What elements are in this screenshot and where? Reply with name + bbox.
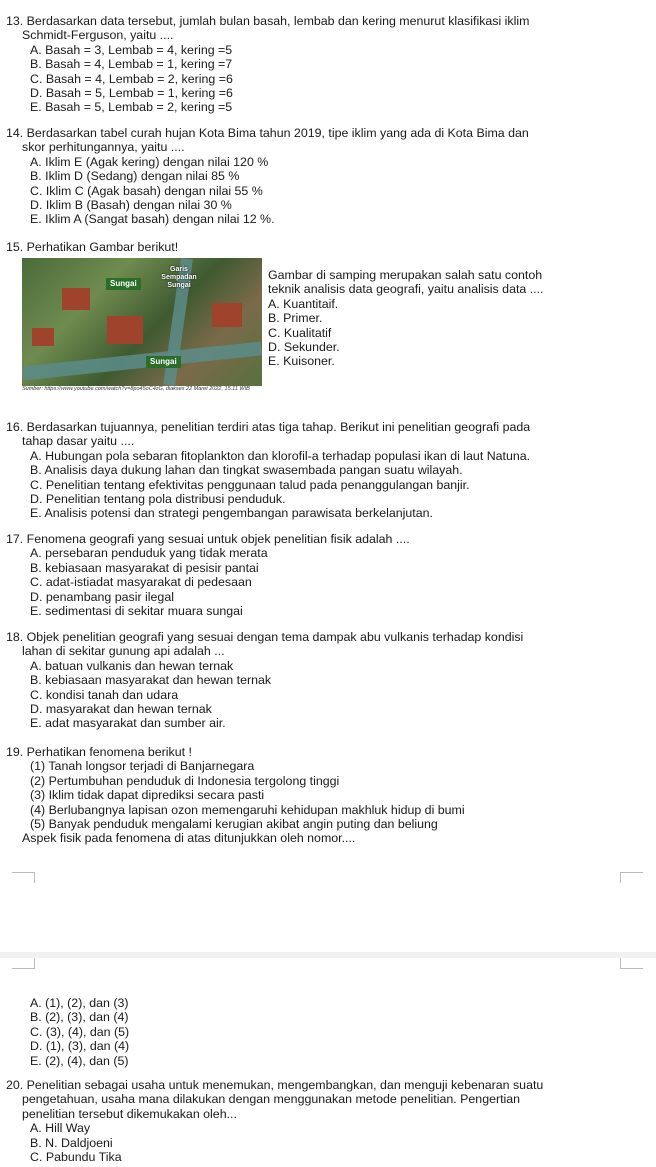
image-source-caption: Sumber: https://www.youtube.com/watch?v=8po45oC4zG, diakses 22 Maret 2022, 15.11 WIB [22, 386, 250, 392]
question-20-option-b[interactable]: B. N. Daldjoeni [30, 1135, 113, 1150]
question-19-options [6, 996, 650, 1068]
question-18-option-d[interactable]: D. masyarakat dan hewan ternak [30, 702, 212, 717]
question-19-item-2: (2) Pertumbuhan penduduk di Indonesia tergolong tinggi [30, 773, 340, 788]
question-19-option-e[interactable]: E. (2), (4), dan (5) [30, 1053, 129, 1068]
question-16-option-c[interactable]: C. Penelitian tentang efektivitas penggunaan talud pada penanggulangan banjir. [30, 477, 470, 492]
question-18-option-e[interactable]: E. adat masyarakat dan sumber air. [30, 716, 226, 731]
building-roof [107, 316, 143, 344]
question-13-option-a[interactable]: A. Basah = 3, Lembab = 4, kering =5 [30, 42, 233, 57]
question-14-text: 14. Berdasarkan tabel curah hujan Kota Bima tahun 2019, tipe iklim yang ada di Kota Bima dan [6, 126, 529, 140]
question-14-option-c[interactable]: C. Iklim C (Agak basah) dengan nilai 55 % [30, 183, 263, 198]
question-15-text-cont: teknik analisis data geografi, yaitu analisis data .... [268, 282, 544, 297]
question-18-text: 18. Objek penelitian geografi yang sesuai dengan tema dampak abu vulkanis terhadap kondisi [6, 630, 524, 644]
question-19-item-4: (4) Berlubangnya lapisan ozon memengaruhi kehidupan makhluk hidup di bumi [30, 802, 465, 817]
question-20-option-a[interactable]: A. Hill Way [30, 1121, 91, 1136]
satellite-image [22, 258, 262, 386]
question-19-option-d[interactable]: D. (1), (3), dan (4) [30, 1039, 130, 1054]
question-14-option-e[interactable]: E. Iklim A (Sangat basah) dengan nilai 12 %. [30, 212, 275, 227]
question-17-option-b[interactable]: B. kebiasaan masyarakat di pesisir pantai [30, 560, 259, 575]
question-17-option-e[interactable]: E. sedimentasi di sekitar muara sungai [30, 604, 243, 619]
question-14-option-a[interactable]: A. Iklim E (Agak kering) dengan nilai 120 % [30, 154, 269, 169]
question-19-text: Aspek fisik pada fenomena di atas ditunjukkan oleh nomor.... [22, 831, 356, 846]
question-19-title: 19. Perhatikan fenomena berikut ! [6, 745, 192, 759]
scan-divider-band [0, 952, 656, 958]
label-garis: Garis [170, 266, 188, 273]
question-13-option-e[interactable]: E. Basah = 5, Lembab = 2, kering =5 [30, 100, 233, 115]
question-19-item-5: (5) Banyak penduduk mengalami kerugian akibat angin puting dan beliung [30, 817, 438, 832]
question-13-text-cont: Schmidt-Ferguson, yaitu .... [22, 28, 174, 43]
question-16-option-d[interactable]: D. Penelitian tentang pola distribusi penduduk. [30, 492, 286, 507]
question-19-item-3: (3) Iklim tidak dapat diprediksi secara pasti [30, 788, 265, 803]
question-19-option-a[interactable]: A. (1), (2), dan (3) [30, 996, 129, 1010]
question-13 [6, 14, 650, 115]
question-16-option-e[interactable]: E. Analisis potensi dan strategi pengembangan parawisata berkelanjutan. [30, 506, 433, 521]
question-19-item-1: (1) Tanah longsor terjadi di Banjarnegara [30, 759, 255, 774]
question-17-option-c[interactable]: C. adat-istiadat masyarakat di pedesaan [30, 575, 252, 590]
question-16-option-b[interactable]: B. Analisis daya dukung lahan dan tingkat swasembada pangan suatu wilayah. [30, 463, 463, 478]
question-15-option-c[interactable]: C. Kualitatif [268, 325, 332, 340]
building-roof [212, 303, 242, 327]
question-18-text-cont: lahan di sekitar gunung api adalah ... [22, 644, 225, 659]
question-15-title: 15. Perhatikan Gambar berikut! [6, 240, 179, 254]
question-17 [6, 532, 650, 618]
scan-corner-mark [12, 872, 35, 883]
question-20-text: 20. Penelitian sebagai usaha untuk menemukan, mengembangkan, dan menguji kebenaran suatu [6, 1078, 544, 1092]
scan-corner-mark [620, 958, 643, 969]
question-14-option-d[interactable]: D. Iklim B (Basah) dengan nilai 30 % [30, 198, 232, 213]
question-19-option-b[interactable]: B. (2), (3), dan (4) [30, 1010, 129, 1025]
scan-corner-mark [12, 958, 35, 969]
label-garis-sempadan [154, 266, 204, 290]
question-16-option-a[interactable]: A. Hubungan pola sebaran fitoplankton dan klorofil-a terhadap populasi ikan di laut Natuna. [30, 448, 531, 463]
question-16 [6, 420, 650, 521]
question-13-option-d[interactable]: D. Basah = 5, Lembab = 1, kering =6 [30, 86, 233, 101]
label-sungai-small: Sungai [167, 282, 191, 289]
question-15-option-e[interactable]: E. Kuisoner. [268, 354, 335, 369]
question-16-text-cont: tahap dasar yaitu .... [22, 434, 135, 449]
label-sungai-bottom: Sungai [146, 356, 181, 368]
question-15-body [268, 268, 652, 369]
question-18-option-c[interactable]: C. kondisi tanah dan udara [30, 687, 179, 702]
scan-corner-mark [620, 872, 643, 883]
river-shape [22, 341, 262, 380]
question-16-text: 16. Berdasarkan tujuannya, penelitian terdiri atas tiga tahap. Berikut ini penelitian geografi pada [6, 420, 531, 434]
question-18-option-b[interactable]: B. kebiasaan masyarakat dan hewan ternak [30, 673, 272, 688]
question-13-option-c[interactable]: C. Basah = 4, Lembab = 2, kering =6 [30, 71, 233, 86]
question-14-option-b[interactable]: B. Iklim D (Sedang) dengan nilai 85 % [30, 169, 240, 184]
question-18 [6, 630, 650, 731]
question-15-option-a[interactable]: A. Kuantitaif. [268, 296, 339, 311]
question-19 [6, 745, 650, 846]
question-13-text: 13. Berdasarkan data tersebut, jumlah bulan basah, lembab dan kering menurut klasifikasi iklim [6, 14, 530, 28]
question-20-text-cont-1: pengetahuan, usaha mana dilakukan dengan menggunakan metode penelitian. Pengertian [22, 1092, 521, 1107]
question-17-option-a[interactable]: A. persebaran penduduk yang tidak merata [30, 546, 268, 561]
question-15-option-d[interactable]: D. Sekunder. [268, 340, 340, 355]
question-17-text: 17. Fenomena geografi yang sesuai untuk objek penelitian fisik adalah .... [6, 532, 410, 546]
building-roof [62, 288, 90, 310]
question-14 [6, 126, 650, 227]
question-19-option-c[interactable]: C. (3), (4), dan (5) [30, 1024, 130, 1039]
question-14-text-cont: skor perhitungannya, yaitu .... [22, 140, 185, 155]
building-roof [32, 328, 54, 346]
question-15 [6, 240, 650, 254]
question-20-text-cont-2: penelitian tersebut dikemukakan oleh... [22, 1106, 237, 1121]
label-sungai-top: Sungai [106, 278, 141, 290]
question-15-option-b[interactable]: B. Primer. [268, 311, 323, 326]
question-17-option-d[interactable]: D. penambang pasir ilegal [30, 589, 174, 604]
label-sempadan: Sempadan [161, 274, 197, 281]
question-13-option-b[interactable]: B. Basah = 4, Lembab = 1, kering =7 [30, 57, 233, 72]
question-15-text: Gambar di samping merupakan salah satu contoh [268, 268, 543, 282]
question-20-option-c[interactable]: C. Pabundu Tika [30, 1150, 122, 1165]
question-18-option-a[interactable]: A. batuan vulkanis dan hewan ternak [30, 658, 234, 673]
question-20 [6, 1078, 650, 1164]
